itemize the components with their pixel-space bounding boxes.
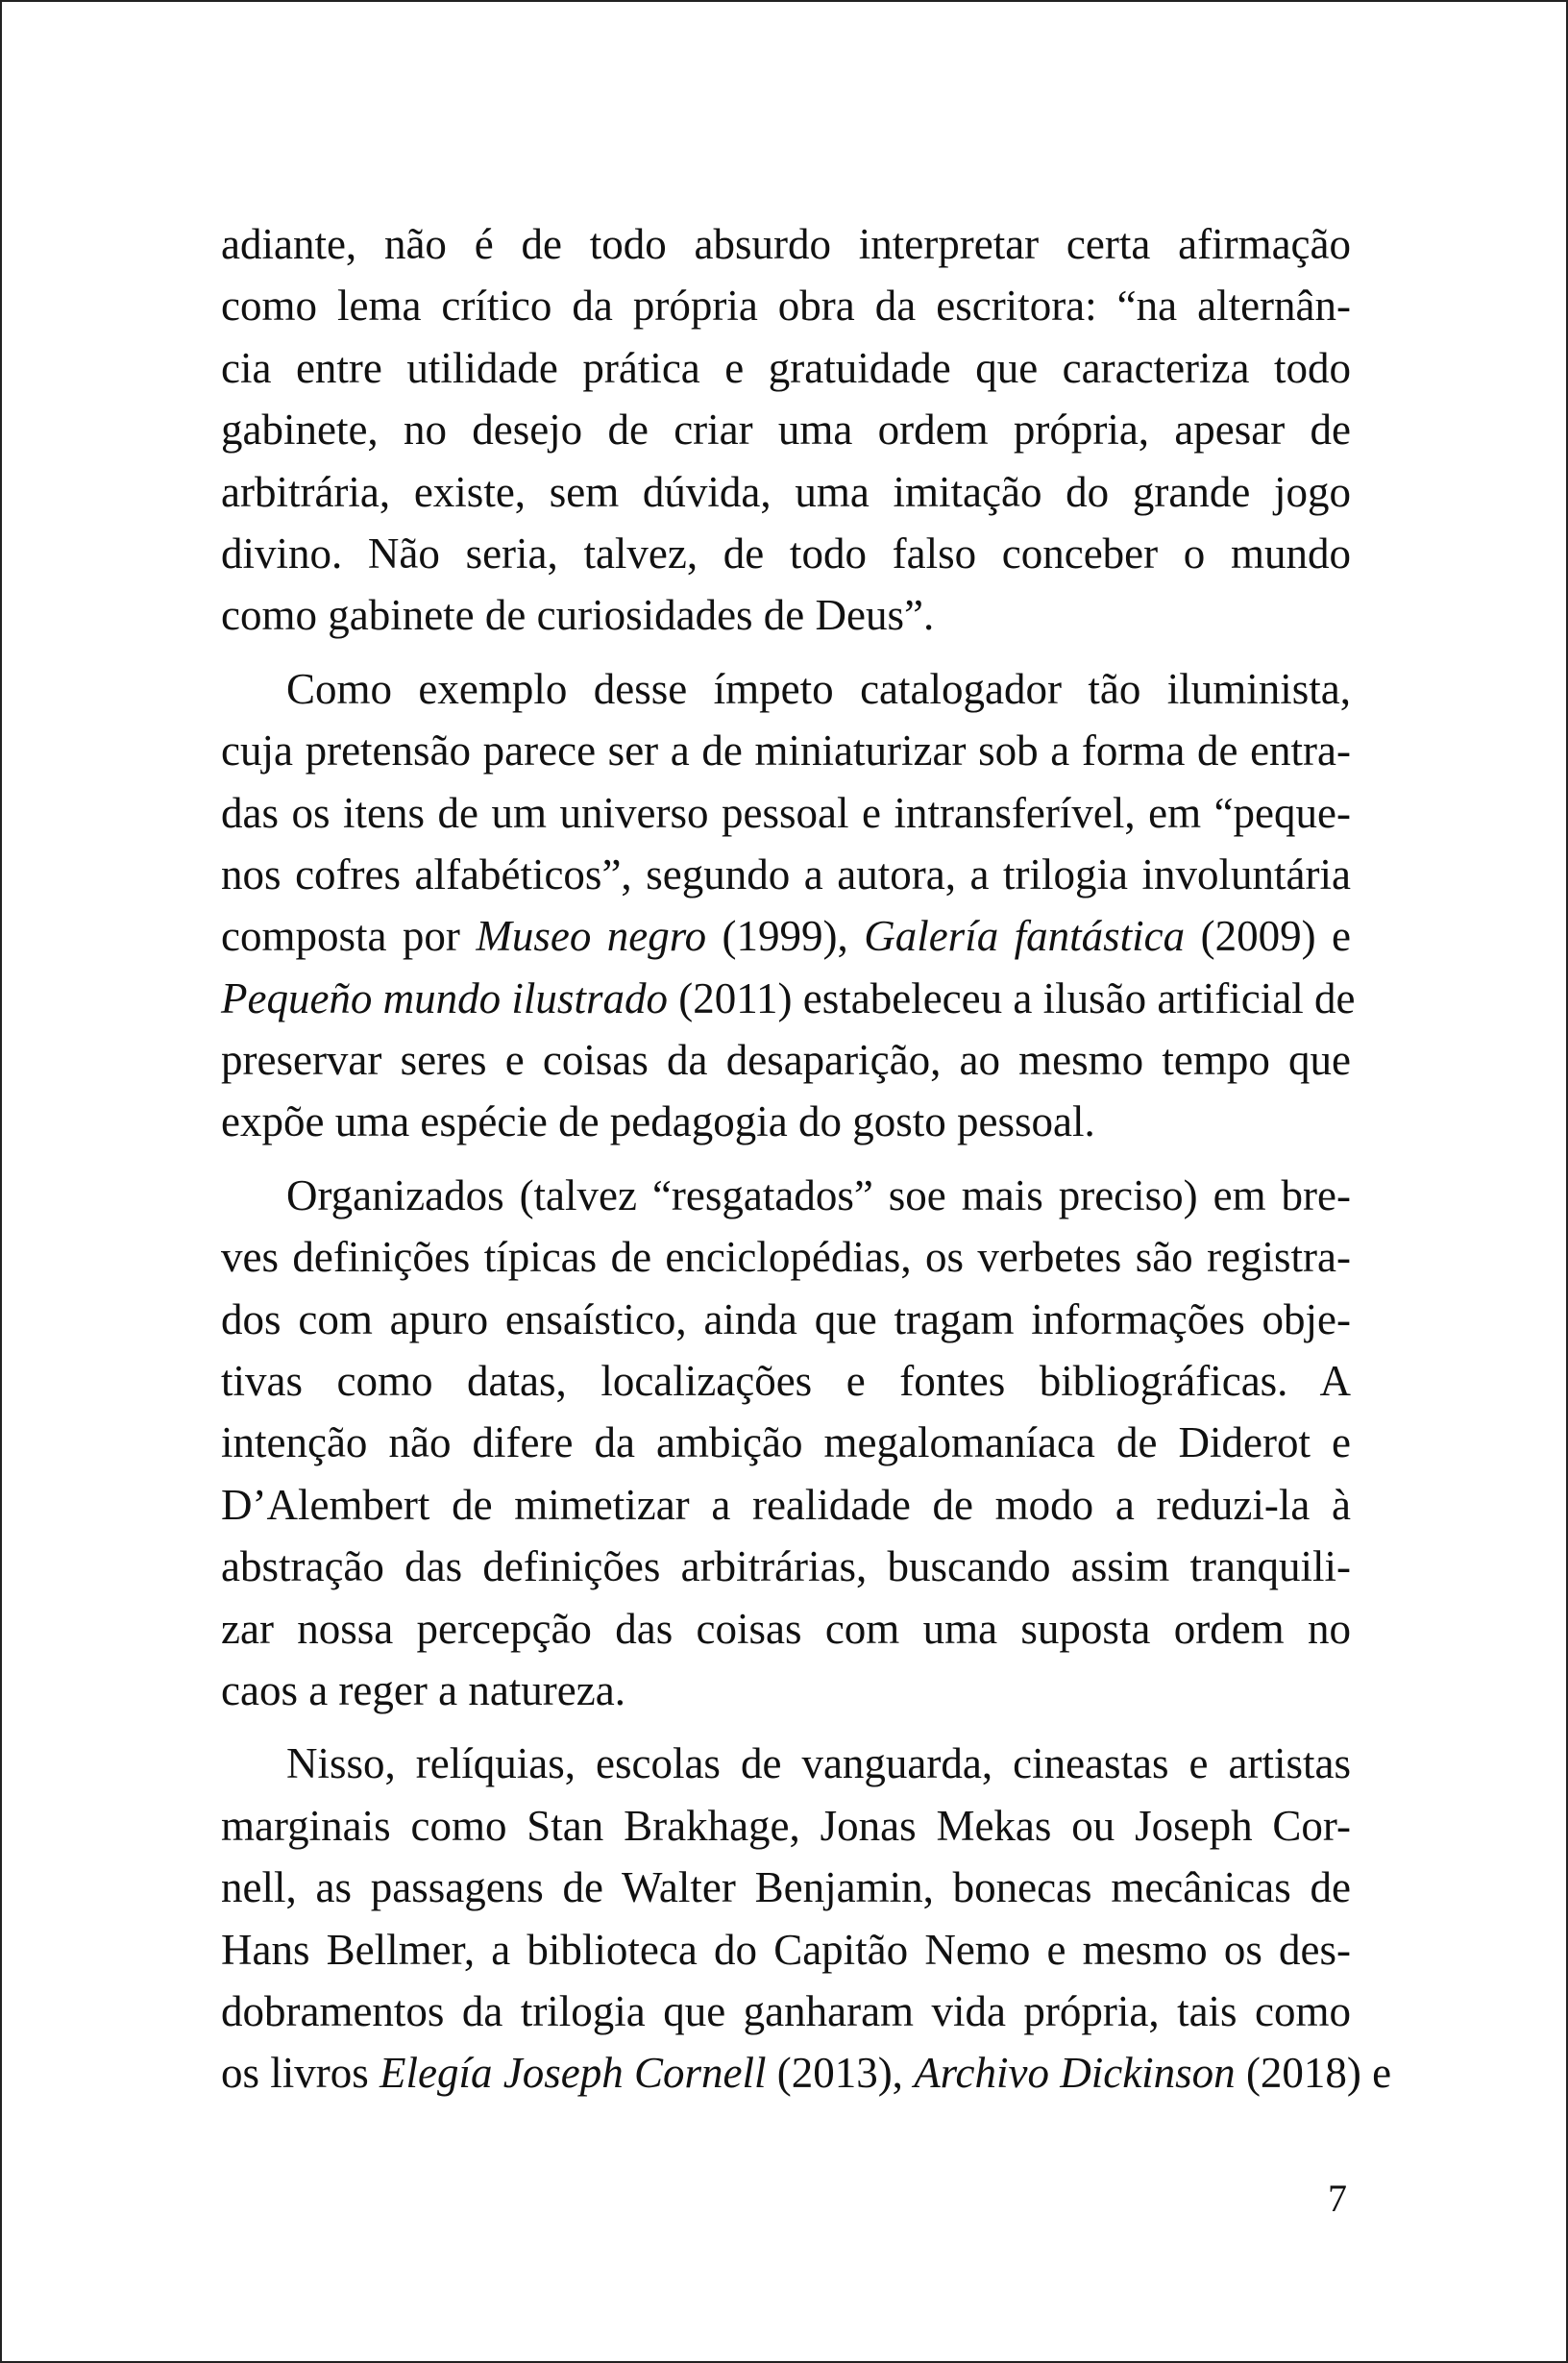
text-line: das os itens de um universo pessoal e intransferível, em “peque- <box>221 788 1351 837</box>
text-line: preservar seres e coisas da desaparição, ao mesmo tempo que <box>221 1036 1351 1085</box>
text-line: cia entre utilidade prática e gratuidade que caracteriza todo <box>221 343 1351 392</box>
text-line: composta por Museo negro (1999), Galería fantástica (2009) e <box>221 912 1351 961</box>
text-line: Como exemplo desse ímpeto catalogador tão iluminista, <box>286 664 1351 713</box>
text-line: Organizados (talvez “resgatados” soe mais preciso) em bre- <box>286 1170 1351 1219</box>
text-line: ves definições típicas de enciclopédias, os verbetes são registra- <box>221 1233 1351 1282</box>
text-line: zar nossa percepção das coisas com uma suposta ordem no <box>221 1604 1351 1653</box>
text-line: dos com apuro ensaístico, ainda que tragam informações obje- <box>221 1294 1351 1343</box>
text-line: D’Alembert de mimetizar a realidade de modo a reduzi-la à <box>221 1480 1351 1529</box>
text-line: caos a reger a natureza. <box>221 1665 625 1714</box>
text-line: os livros Elegía Joseph Cornell (2013), Archivo Dickinson (2018) e <box>221 2049 1392 2098</box>
book-title: Galería fantástica <box>864 912 1186 961</box>
text-line: nell, as passagens de Walter Benjamin, bonecas mecânicas de <box>221 1863 1351 1912</box>
text-line: adiante, não é de todo absurdo interpretar certa afirmação <box>221 220 1351 268</box>
text-line: como gabinete de curiosidades de Deus”. <box>221 591 935 640</box>
book-title: Archivo Dickinson <box>914 2049 1236 2098</box>
text-line: gabinete, no desejo de criar uma ordem própria, apesar de <box>221 406 1351 455</box>
text-line: cuja pretensão parece ser a de miniaturizar sob a forma de entra- <box>221 726 1351 775</box>
book-title: Pequeño mundo ilustrado <box>221 973 668 1022</box>
body-text <box>221 213 1392 2105</box>
text-line: Hans Bellmer, a biblioteca do Capitão Nemo e mesmo os des- <box>221 1925 1351 1974</box>
book-title: Elegía Joseph Cornell <box>380 2049 767 2098</box>
text-line: Nisso, relíquias, escolas de vanguarda, cineastas e artistas <box>286 1739 1351 1788</box>
text-line: tivas como datas, localizações e fontes bibliográficas. A <box>221 1357 1351 1406</box>
text-line: nos cofres alfabéticos”, segundo a autora, a trilogia involuntária <box>221 849 1351 898</box>
text-line: Pequeño mundo ilustrado (2011) estabeleceu a ilusão artificial de <box>221 973 1356 1022</box>
text-line: expõe uma espécie de pedagogia do gosto pessoal. <box>221 1097 1095 1146</box>
page-number: 7 <box>1328 2177 1347 2220</box>
text-line: abstração das definições arbitrárias, buscando assim tranquili- <box>221 1542 1351 1591</box>
text-line: arbitrária, existe, sem dúvida, uma imitação do grande jogo <box>221 467 1351 516</box>
text-line: intenção não difere da ambição megalomaníaca de Diderot e <box>221 1418 1351 1467</box>
book-title: Museo negro <box>476 912 707 961</box>
text-line: marginais como Stan Brakhage, Jonas Mekas ou Joseph Cor- <box>221 1801 1351 1850</box>
text-line: divino. Não seria, talvez, de todo falso conceber o mundo <box>221 529 1351 578</box>
text-line: como lema crítico da própria obra da escritora: “na alternân- <box>221 282 1351 331</box>
text-line: dobramentos da trilogia que ganharam vida própria, tais como <box>221 1986 1351 2035</box>
